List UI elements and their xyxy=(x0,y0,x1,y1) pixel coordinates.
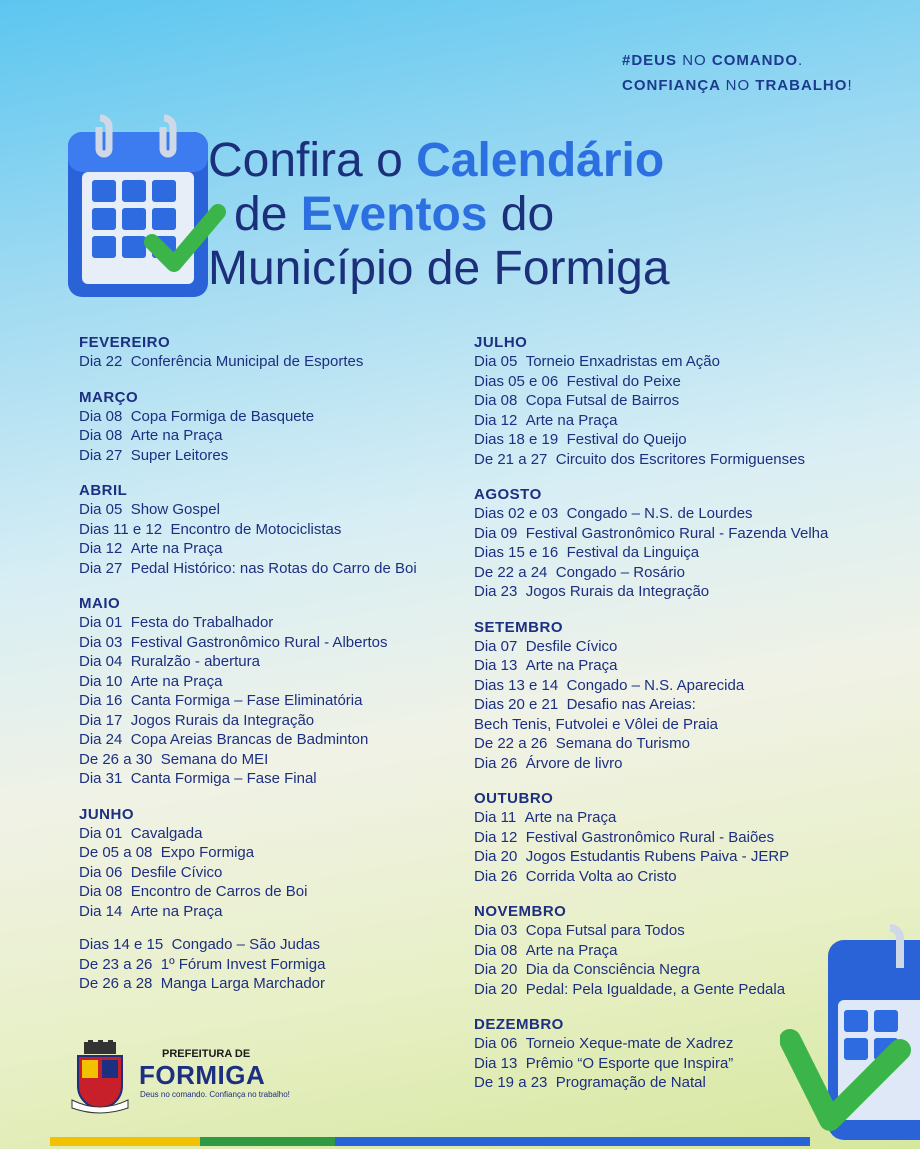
event-name: Jogos Rurais da Integração xyxy=(525,583,710,600)
event-date: Dias 11 e 12 xyxy=(79,520,163,538)
month-heading: JULHO xyxy=(474,334,528,351)
month-heading: AGOSTO xyxy=(474,486,542,503)
event-date: Dia 13 xyxy=(474,1054,518,1072)
event-date: De 26 a 30 xyxy=(79,750,153,768)
title-highlight: Calendário xyxy=(416,134,665,187)
event-date: De 23 a 26 xyxy=(79,955,153,973)
event-date: Dia 27 xyxy=(79,446,123,464)
event-name: Pedal: Pela Igualdade, a Gente Pedala xyxy=(525,980,786,998)
event-item xyxy=(474,715,894,735)
event-name: Torneio Xeque-mate de Xadrez xyxy=(525,1035,734,1052)
event-item xyxy=(474,695,894,715)
event-date: Dia 26 xyxy=(474,867,518,885)
event-name: Corrida Volta ao Cristo xyxy=(525,867,677,885)
event-item xyxy=(79,843,499,863)
motto-word: NO xyxy=(682,52,712,69)
event-date: Dia 20 xyxy=(474,848,518,865)
event-item xyxy=(79,613,499,633)
event-name: Festival da Linguiça xyxy=(566,544,700,561)
event-date: Dias 13 e 14 xyxy=(474,676,559,694)
title-text: do xyxy=(487,188,555,241)
prefeitura-label: PREFEITURA DE xyxy=(162,1048,251,1060)
event-item xyxy=(474,676,894,696)
events-column-left xyxy=(79,334,499,994)
month-heading: OUTUBRO xyxy=(474,790,554,807)
month-heading: MAIO xyxy=(79,595,121,612)
event-item xyxy=(474,582,894,602)
motto-line-1 xyxy=(622,48,902,73)
event-name: Festival Gastronômico Rural - Albertos xyxy=(130,633,388,651)
event-date: Dia 10 xyxy=(79,672,123,690)
event-date: Dia 20 xyxy=(474,980,518,998)
title-highlight: Eventos xyxy=(300,188,488,241)
event-name: Arte na Praça xyxy=(525,411,618,429)
motto-word: CONFIANÇA xyxy=(622,77,726,94)
event-item xyxy=(474,391,894,411)
event-date: Dia 08 xyxy=(474,392,518,409)
event-item xyxy=(79,559,499,579)
event-item xyxy=(79,672,499,692)
event-item xyxy=(79,407,499,427)
event-item xyxy=(474,754,894,774)
event-name: Desfile Cívico xyxy=(130,863,223,881)
event-item xyxy=(79,352,499,372)
spacer xyxy=(79,921,499,935)
event-date: Dia 12 xyxy=(79,540,123,557)
month-heading: ABRIL xyxy=(79,482,128,499)
brand-slogan: Deus no comando. Confiança no trabalho! xyxy=(140,1090,290,1099)
month-heading: JUNHO xyxy=(79,805,135,823)
event-item xyxy=(474,828,894,848)
event-item xyxy=(79,730,499,750)
event-name: Programação de Natal xyxy=(555,1074,706,1091)
event-name: Bech Tenis, Futvolei e Vôlei de Praia xyxy=(474,715,719,733)
event-name: Congado – Rosário xyxy=(555,563,685,581)
event-item xyxy=(79,652,499,672)
event-item xyxy=(79,974,499,994)
title-text: de xyxy=(234,188,301,241)
event-date: De 05 a 08 xyxy=(79,844,153,861)
event-date: De 26 a 28 xyxy=(79,975,153,992)
event-item xyxy=(474,411,894,431)
event-name: Prêmio “O Esporte que Inspira” xyxy=(525,1054,734,1072)
event-name: Arte na Praça xyxy=(130,902,223,920)
event-item xyxy=(474,563,894,583)
color-stripe xyxy=(50,1137,810,1146)
month-heading: FEVEREIRO xyxy=(79,334,171,351)
event-date: Dia 06 xyxy=(79,863,123,881)
page-title xyxy=(208,134,908,296)
event-name: Arte na Praça xyxy=(525,657,618,674)
event-date: De 22 a 26 xyxy=(474,735,548,752)
event-name: Desfile Cívico xyxy=(525,637,618,655)
event-date: Dia 05 xyxy=(79,501,123,518)
event-name: Copa Futsal de Bairros xyxy=(525,392,680,409)
month-heading: DEZEMBRO xyxy=(474,1016,564,1033)
motto-word: #DEUS xyxy=(622,52,683,69)
motto-line-2 xyxy=(622,73,902,98)
event-name: Jogos Estudantis Rubens Paiva - JERP xyxy=(525,848,790,865)
event-name: Dia da Consciência Negra xyxy=(525,961,700,978)
motto-word: TRABALHO xyxy=(755,77,848,94)
event-date: Dia 13 xyxy=(474,657,518,674)
event-name: Pedal Histórico: nas Rotas do Carro de Boi xyxy=(130,559,417,577)
event-name: Jogos Rurais da Integração xyxy=(130,711,315,729)
event-item xyxy=(79,935,499,955)
event-date: Dia 03 xyxy=(474,922,518,939)
event-item xyxy=(474,847,894,867)
event-item xyxy=(79,824,499,844)
event-name: Congado – N.S. de Lourdes xyxy=(566,505,753,522)
motto-word: NO xyxy=(725,77,756,94)
calendar-corner-decoration xyxy=(780,920,920,1149)
event-item xyxy=(79,539,499,559)
event-date: Dia 31 xyxy=(79,770,123,787)
event-item xyxy=(474,524,894,544)
event-date: Dia 05 xyxy=(474,353,518,370)
event-date: Dia 12 xyxy=(474,411,518,429)
title-text: Confira o xyxy=(208,134,417,187)
event-date: De 22 a 24 xyxy=(474,563,548,581)
event-date: Dia 04 xyxy=(79,653,123,670)
event-name: Arte na Praça xyxy=(524,809,617,826)
event-item xyxy=(79,750,499,770)
event-date: Dias 15 e 16 xyxy=(474,544,559,561)
event-item xyxy=(79,902,499,922)
event-date: De 19 a 23 xyxy=(474,1074,548,1091)
event-date: Dia 11 xyxy=(474,809,517,826)
event-item xyxy=(474,543,894,563)
event-date: Dia 09 xyxy=(474,524,518,542)
month-heading: MARÇO xyxy=(79,388,139,406)
event-date: Dia 20 xyxy=(474,961,518,978)
event-item xyxy=(474,352,894,372)
event-item xyxy=(474,504,894,524)
event-name: Arte na Praça xyxy=(130,427,223,444)
event-date: Dias 14 e 15 xyxy=(79,936,164,953)
event-name: Circuito dos Escritores Formiguenses xyxy=(555,450,805,468)
event-item xyxy=(474,450,894,470)
event-item xyxy=(79,500,499,520)
event-date: Dia 08 xyxy=(474,941,518,959)
event-name: Festival do Queijo xyxy=(566,431,687,448)
event-date: Dia 17 xyxy=(79,711,123,729)
event-item xyxy=(79,711,499,731)
event-name: Super Leitores xyxy=(130,446,229,464)
event-name: Desafio nas Areias: xyxy=(566,696,696,713)
event-date: Dias 05 e 06 xyxy=(474,372,559,390)
event-date: Dias 02 e 03 xyxy=(474,505,559,522)
event-name: Encontro de Carros de Boi xyxy=(130,883,308,900)
event-item xyxy=(474,734,894,754)
event-date: Dia 12 xyxy=(474,828,518,846)
event-name: Festa do Trabalhador xyxy=(130,614,274,631)
motto-word: COMANDO xyxy=(711,52,799,69)
event-item xyxy=(474,867,894,887)
event-item xyxy=(474,656,894,676)
event-date: Dia 27 xyxy=(79,559,123,577)
motto-word: . xyxy=(798,52,804,69)
event-name: Congado – São Judas xyxy=(171,936,321,953)
event-name: Canta Formiga – Fase Final xyxy=(130,770,317,787)
event-name: Arte na Praça xyxy=(525,941,618,959)
event-name: Arte na Praça xyxy=(130,540,223,557)
event-name: Cavalgada xyxy=(130,824,203,842)
event-date: Dias 20 e 21 xyxy=(474,696,559,713)
event-name: Copa Formiga de Basquete xyxy=(130,407,315,425)
brand-name: FORMIGA xyxy=(139,1060,266,1090)
event-item xyxy=(79,426,499,446)
event-item xyxy=(79,691,499,711)
event-date: Dias 18 e 19 xyxy=(474,431,559,448)
event-item xyxy=(79,955,499,975)
event-item xyxy=(79,633,499,653)
event-name: Manga Larga Marchador xyxy=(160,975,325,992)
event-name: Festival Gastronômico Rural - Fazenda Velha xyxy=(525,524,829,542)
event-name: Congado – N.S. Aparecida xyxy=(566,676,745,694)
event-date: De 21 a 27 xyxy=(474,450,548,468)
event-name: Ruralzão - abertura xyxy=(130,653,260,670)
event-name: Árvore de livro xyxy=(525,754,623,772)
event-date: Dia 01 xyxy=(79,614,123,631)
event-name: Conferência Municipal de Esportes xyxy=(130,353,364,370)
event-date: Dia 06 xyxy=(474,1035,518,1052)
event-date: Dia 23 xyxy=(474,583,518,600)
event-name: Semana do Turismo xyxy=(555,735,690,752)
event-date: Dia 03 xyxy=(79,633,123,651)
title-text: Município de Formiga xyxy=(208,242,670,295)
event-date: Dia 26 xyxy=(474,754,518,772)
event-name: Copa Futsal para Todos xyxy=(525,922,685,939)
event-item xyxy=(474,372,894,392)
event-date: Dia 24 xyxy=(79,731,123,748)
event-date: Dia 22 xyxy=(79,353,123,370)
prefeitura-logo xyxy=(70,1040,330,1120)
event-date: Dia 01 xyxy=(79,824,123,842)
event-item xyxy=(79,882,499,902)
event-name: Arte na Praça xyxy=(130,672,223,690)
event-item xyxy=(474,430,894,450)
event-name: Festival do Peixe xyxy=(566,372,681,390)
event-item xyxy=(79,769,499,789)
motto-word: ! xyxy=(847,77,853,94)
motto xyxy=(622,48,902,98)
event-item xyxy=(79,863,499,883)
month-heading: SETEMBRO xyxy=(474,618,564,636)
event-item xyxy=(79,446,499,466)
event-name: 1º Fórum Invest Formiga xyxy=(160,955,326,973)
event-item xyxy=(474,808,894,828)
event-date: Dia 16 xyxy=(79,692,123,709)
month-heading: NOVEMBRO xyxy=(474,903,567,920)
event-date: Dia 08 xyxy=(79,407,123,425)
event-item xyxy=(79,520,499,540)
event-date: Dia 08 xyxy=(79,883,123,900)
event-date: Dia 08 xyxy=(79,427,123,444)
event-name: Encontro de Motociclistas xyxy=(170,520,342,538)
coat-of-arms-icon xyxy=(70,1040,130,1115)
event-name: Torneio Enxadristas em Ação xyxy=(525,353,720,370)
event-name: Festival Gastronômico Rural - Baiões xyxy=(525,828,775,846)
event-date: Dia 07 xyxy=(474,637,518,655)
event-name: Canta Formiga – Fase Eliminatória xyxy=(130,692,363,709)
event-date: Dia 14 xyxy=(79,902,123,920)
event-name: Show Gospel xyxy=(130,501,220,518)
event-name: Semana do MEI xyxy=(160,750,269,768)
event-name: Expo Formiga xyxy=(160,844,255,861)
event-item xyxy=(474,637,894,657)
event-name: Copa Areias Brancas de Badminton xyxy=(130,731,369,748)
